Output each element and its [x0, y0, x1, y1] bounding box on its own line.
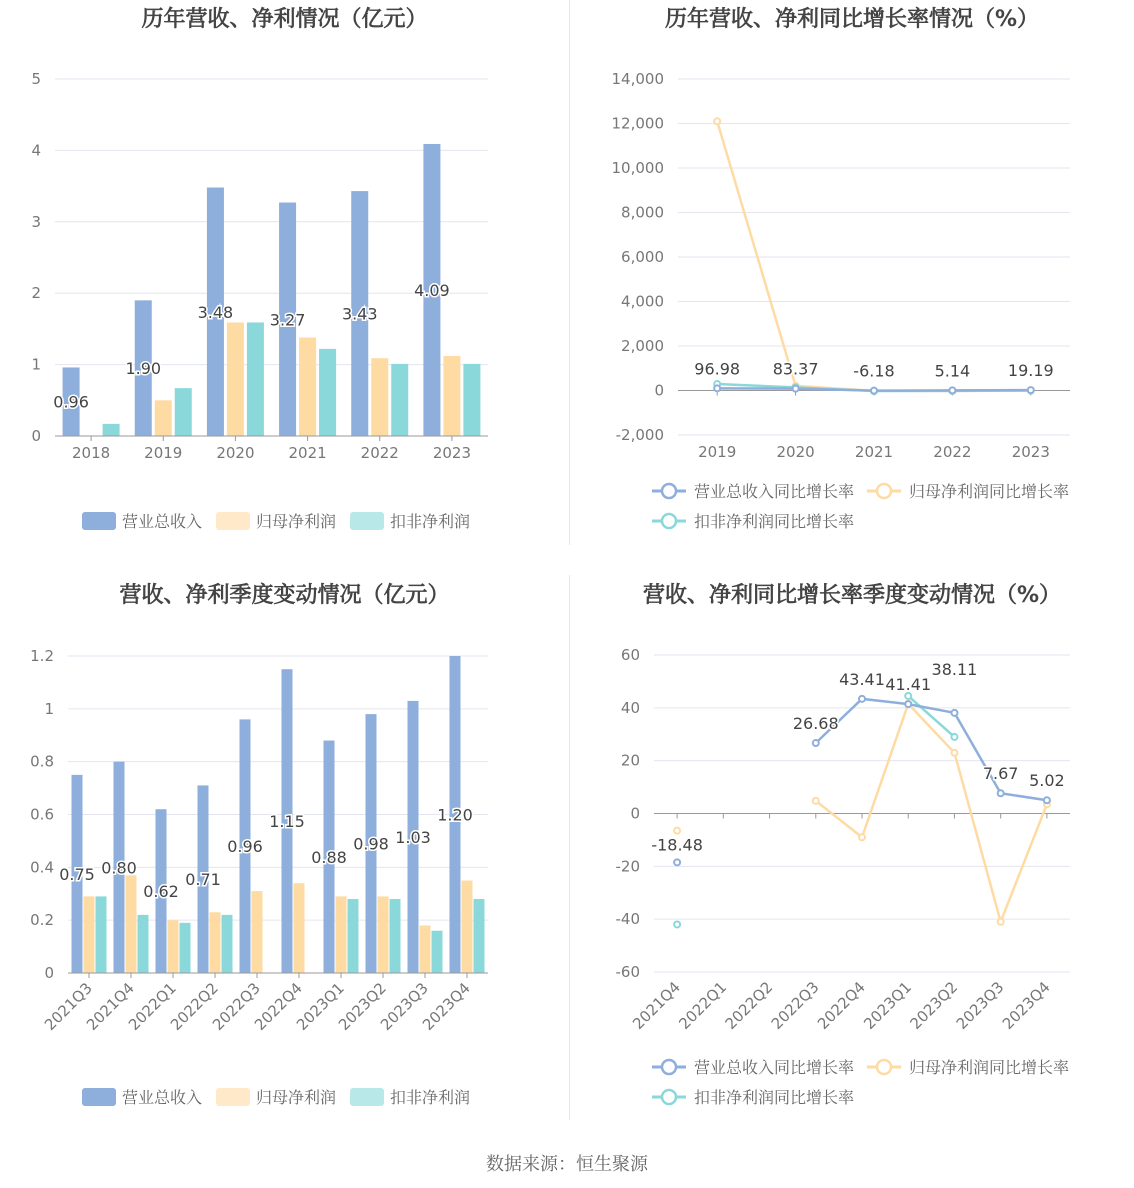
x-tick-label: 2019 — [698, 443, 737, 461]
chart-title: 历年营收、净利情况（亿元） — [141, 7, 428, 32]
series-point — [998, 790, 1004, 796]
bar-net-profit — [299, 337, 316, 436]
x-tick-label: 2022Q1 — [125, 979, 180, 1034]
bar-deducted-profit — [391, 364, 408, 436]
x-tick-label: 2023Q2 — [906, 978, 962, 1033]
legend-label: 营业总收入同比增长率 — [694, 1058, 855, 1077]
x-tick-label: 2023Q1 — [293, 979, 348, 1034]
bar-deducted-profit — [180, 923, 191, 973]
point-value-label: 5.02 — [1029, 771, 1065, 791]
bar-value-label: 1.03 — [395, 827, 431, 847]
x-tick-label: 2020 — [216, 444, 255, 462]
y-tick-label: -60 — [615, 963, 640, 981]
legend-marker — [877, 484, 891, 498]
legend-label: 营业总收入 — [122, 512, 203, 531]
bar-net-profit — [227, 322, 244, 436]
legend-swatch — [82, 512, 116, 530]
bar-value-label: 1.90 — [125, 359, 162, 379]
series-point — [859, 834, 865, 840]
legend-marker — [877, 1060, 891, 1074]
legend-swatch — [82, 1088, 116, 1106]
bar-value-label: 1.15 — [269, 812, 305, 832]
series-line — [816, 704, 1047, 922]
legend-marker — [662, 1060, 676, 1074]
bar-value-label: 0.62 — [143, 882, 179, 902]
x-tick-label: 2022Q3 — [767, 978, 823, 1033]
chart-title: 历年营收、净利同比增长率情况（%） — [664, 7, 1040, 32]
bar-deducted-profit — [175, 388, 192, 436]
point-value-label: 96.98 — [694, 359, 741, 379]
series-point — [951, 734, 957, 740]
bar-net-profit — [126, 875, 137, 973]
bar-deducted-profit — [390, 899, 401, 973]
x-tick-label: 2022Q4 — [251, 979, 306, 1034]
x-tick-label: 2023 — [432, 444, 472, 462]
point-value-label: -18.48 — [651, 835, 703, 855]
x-tick-label: 2022Q2 — [721, 978, 777, 1033]
bar-net-profit — [420, 925, 431, 973]
y-tick-label: 4,000 — [621, 292, 664, 311]
y-tick-label: 0.6 — [30, 805, 54, 824]
legend-swatch — [350, 512, 384, 530]
y-tick-label: 2 — [31, 284, 41, 303]
legend-swatch — [216, 512, 250, 530]
point-value-label: 83.37 — [772, 359, 819, 379]
bar-value-label: 3.27 — [269, 310, 306, 330]
series-point — [998, 919, 1004, 925]
bar-deducted-profit — [103, 424, 120, 436]
series-point — [813, 740, 819, 746]
x-tick-label: 2023Q3 — [377, 979, 432, 1034]
legend-marker — [662, 1090, 676, 1104]
annual-revenue-profit-panel — [0, 0, 569, 560]
bar-net-profit — [443, 356, 460, 436]
x-tick-label: 2023Q2 — [335, 979, 390, 1034]
point-value-label: 19.19 — [1007, 361, 1054, 381]
series-point — [859, 696, 865, 702]
data-source-footer: 数据来源：恒生聚源 — [486, 1154, 648, 1175]
quarterly-revenue-profit-panel — [0, 576, 569, 1136]
bar-net-profit — [168, 920, 179, 973]
y-tick-label: 20 — [620, 751, 640, 770]
y-tick-label: 5 — [31, 70, 41, 88]
legend-label: 扣非净利润 — [390, 1088, 471, 1107]
legend-swatch — [350, 1088, 384, 1106]
y-tick-label: 0 — [630, 804, 640, 823]
x-tick-label: 2021Q3 — [41, 979, 96, 1034]
bar-deducted-profit — [432, 931, 443, 973]
bar-value-label: 0.75 — [59, 864, 95, 884]
bar-net-profit — [210, 912, 221, 973]
x-tick-label: 2021 — [854, 443, 894, 461]
x-tick-label: 2019 — [144, 444, 183, 462]
y-tick-label: 0 — [654, 381, 664, 400]
y-tick-label: 10,000 — [611, 159, 664, 177]
x-tick-label: 2021Q4 — [83, 979, 138, 1034]
x-tick-label: 2022Q3 — [209, 979, 264, 1034]
y-tick-label: 2,000 — [621, 337, 664, 355]
y-tick-label: 40 — [620, 698, 640, 717]
y-tick-label: 14,000 — [611, 70, 664, 88]
series-point — [905, 701, 911, 707]
bar-value-label: 1.20 — [437, 805, 473, 825]
series-point — [714, 385, 720, 391]
x-tick-label: 2022Q4 — [814, 978, 869, 1033]
point-value-label: 5.14 — [934, 361, 971, 381]
annual-growth-panel — [570, 0, 1134, 560]
y-tick-label: 0 — [31, 427, 41, 445]
bar-net-profit — [462, 881, 473, 973]
chart-title: 营收、净利同比增长率季度变动情况（%） — [642, 583, 1062, 608]
x-tick-label: 2023Q4 — [419, 979, 474, 1034]
y-tick-label: 3 — [31, 212, 41, 231]
x-tick-label: 2023Q1 — [860, 978, 916, 1033]
legend-swatch — [216, 1088, 250, 1106]
legend-label: 营业总收入 — [122, 1088, 203, 1107]
series-line — [816, 699, 1047, 800]
bar-value-label: 4.09 — [414, 280, 450, 300]
y-tick-label: -40 — [615, 910, 640, 929]
point-value-label: -6.18 — [853, 361, 895, 381]
y-tick-label: -2,000 — [615, 426, 664, 444]
bar-deducted-profit — [138, 915, 149, 973]
y-tick-label: 4 — [31, 141, 41, 160]
y-tick-label: 6,000 — [621, 248, 664, 266]
bar-net-profit — [252, 891, 263, 973]
legend-label: 营业总收入同比增长率 — [694, 482, 855, 501]
y-tick-label: -20 — [615, 857, 640, 876]
annual-growth-chart — [570, 0, 1134, 560]
quarterly-growth-chart — [570, 576, 1134, 1136]
bar-deducted-profit — [348, 899, 359, 973]
x-tick-label: 2021Q4 — [629, 978, 684, 1033]
bar-value-label: 3.48 — [197, 302, 234, 322]
x-tick-label: 2022Q2 — [167, 979, 222, 1034]
legend-label: 归母净利润同比增长率 — [909, 482, 1070, 501]
bar-deducted-profit — [463, 364, 480, 436]
series-point — [1044, 797, 1050, 803]
series-point — [951, 710, 957, 716]
y-tick-label: 8,000 — [621, 203, 664, 222]
point-value-label: 26.68 — [792, 714, 839, 734]
series-line — [908, 696, 954, 737]
bar-net-profit — [378, 896, 389, 973]
bar-value-label: 0.80 — [101, 858, 137, 878]
bar-value-label: 0.88 — [311, 847, 347, 867]
x-tick-label: 2022 — [360, 444, 399, 462]
bar-value-label: 0.98 — [353, 834, 389, 854]
y-tick-label: 0.2 — [30, 911, 54, 930]
series-point — [674, 828, 680, 834]
bar-net-profit — [371, 358, 388, 436]
series-point — [813, 798, 819, 804]
x-tick-label: 2020 — [776, 443, 815, 461]
bar-deducted-profit — [247, 322, 264, 436]
point-value-label: 41.41 — [885, 675, 932, 695]
bar-net-profit — [155, 400, 172, 436]
bar-value-label: 0.96 — [53, 392, 89, 412]
legend-label: 扣非净利润 — [390, 512, 471, 531]
y-tick-label: 1 — [44, 699, 54, 718]
bar-deducted-profit — [96, 896, 107, 973]
series-point — [871, 388, 877, 394]
x-tick-label: 2018 — [71, 444, 111, 462]
bar-net-profit — [294, 883, 305, 973]
bar-net-profit — [84, 896, 95, 973]
legend-marker — [662, 484, 676, 498]
legend-label: 归母净利润 — [256, 512, 337, 531]
x-tick-label: 2021 — [288, 444, 327, 462]
legend-label: 扣非净利润同比增长率 — [694, 1088, 855, 1107]
legend-label: 归母净利润 — [256, 1088, 337, 1107]
annual-revenue-profit-chart — [0, 0, 569, 560]
y-tick-label: 0.8 — [30, 752, 54, 771]
series-point — [1028, 387, 1034, 393]
x-tick-label: 2023Q3 — [952, 978, 1008, 1033]
series-point — [949, 387, 955, 393]
chart-title: 营收、净利季度变动情况（亿元） — [119, 583, 450, 608]
x-tick-label: 2022Q1 — [675, 978, 731, 1033]
legend-label: 归母净利润同比增长率 — [909, 1058, 1070, 1077]
point-value-label: 43.41 — [839, 669, 885, 689]
bar-deducted-profit — [474, 899, 485, 973]
legend-label: 扣非净利润同比增长率 — [694, 512, 855, 531]
series-line — [717, 121, 1031, 391]
series-point — [793, 386, 799, 392]
x-tick-label: 2023 — [1011, 443, 1050, 461]
y-tick-label: 1 — [31, 355, 41, 374]
y-tick-label: 0 — [44, 964, 54, 982]
bar-deducted-profit — [319, 349, 336, 436]
series-point — [674, 859, 680, 865]
series-point — [951, 750, 957, 756]
bar-net-profit — [336, 896, 347, 973]
legend-marker — [662, 514, 676, 528]
point-value-label: 7.67 — [982, 764, 1019, 784]
bar-value-label: 3.43 — [341, 304, 378, 324]
quarterly-revenue-profit-chart — [0, 576, 569, 1136]
series-point — [714, 118, 720, 124]
series-point — [674, 921, 680, 927]
x-tick-label: 2023Q4 — [998, 978, 1054, 1033]
y-tick-label: 60 — [620, 646, 640, 664]
quarterly-growth-panel — [570, 576, 1134, 1136]
bar-value-label: 0.71 — [185, 870, 221, 890]
bar-value-label: 0.96 — [227, 837, 263, 857]
x-tick-label: 2022 — [933, 443, 972, 461]
bar-deducted-profit — [222, 915, 233, 973]
y-tick-label: 0.4 — [30, 858, 54, 877]
point-value-label: 38.11 — [931, 659, 978, 679]
y-tick-label: 1.2 — [30, 647, 54, 665]
y-tick-label: 12,000 — [611, 114, 664, 133]
